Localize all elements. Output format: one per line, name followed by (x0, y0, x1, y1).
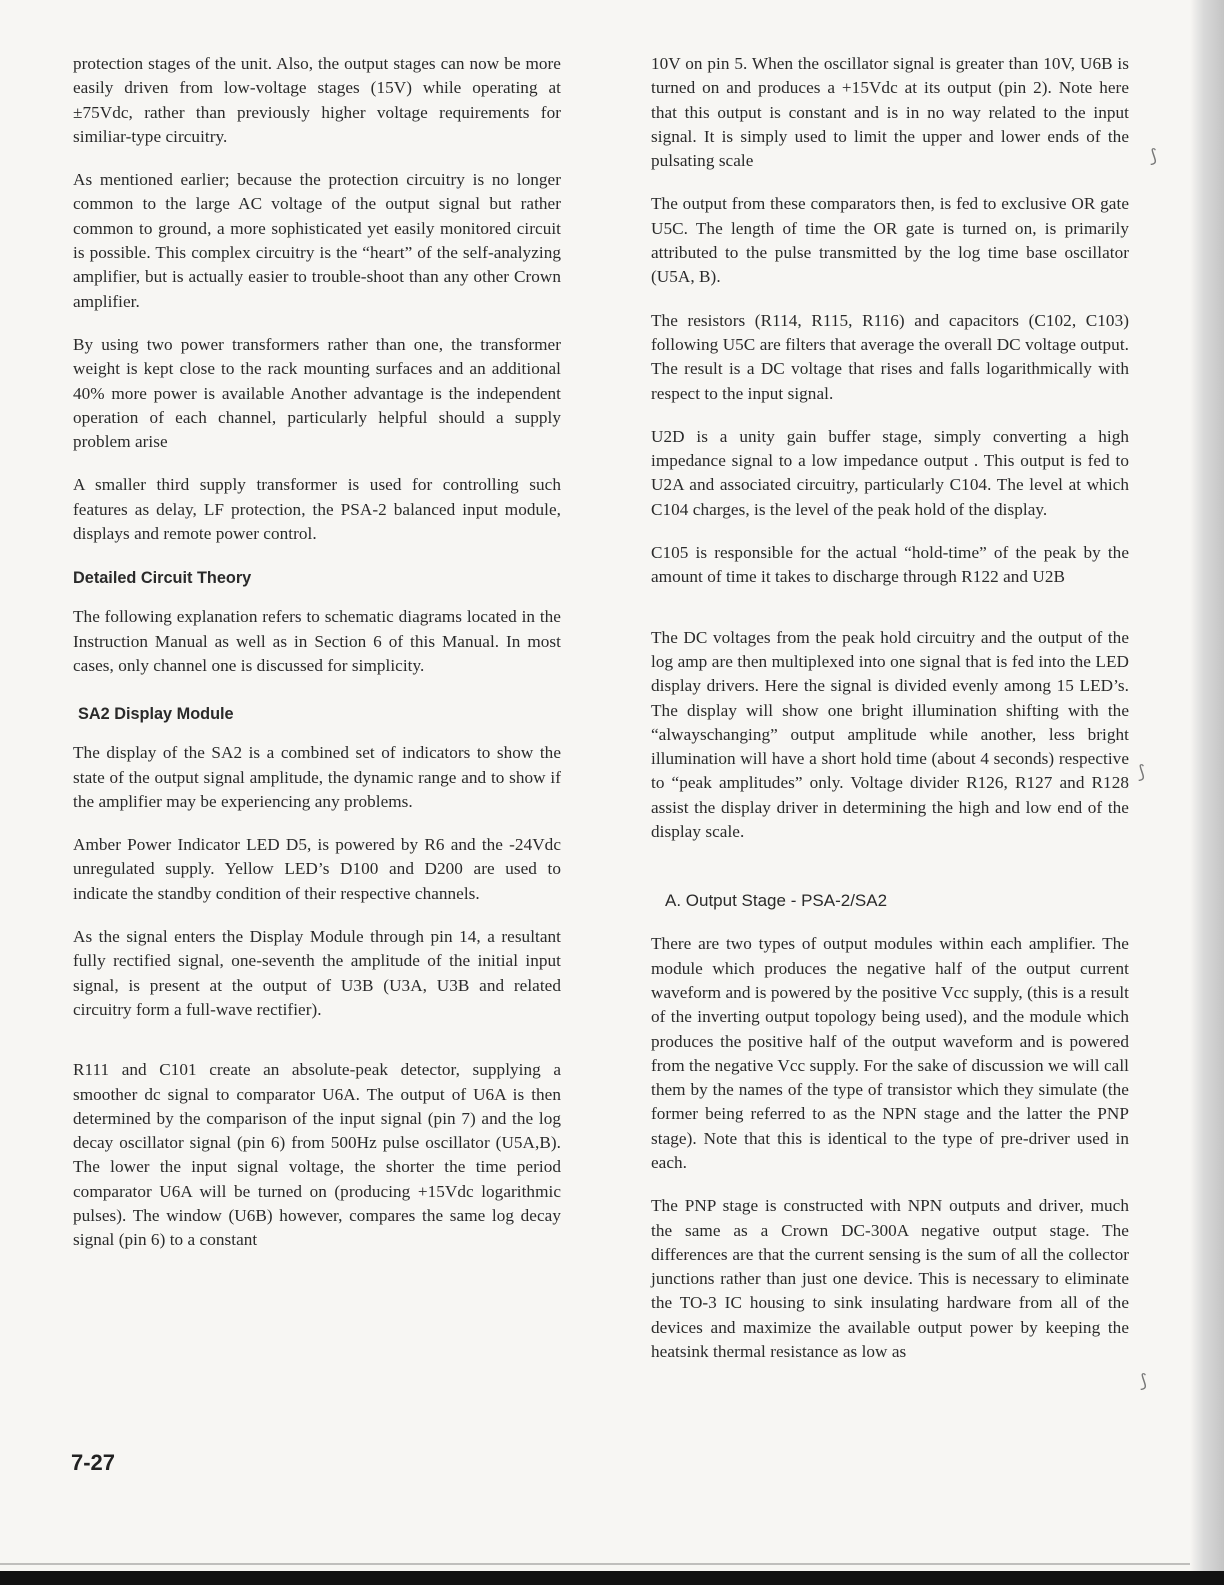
paragraph: C105 is responsible for the actual “hold-time” of the peak by the amount of time it takes to discharge through R122 and U2B (651, 543, 1129, 587)
paragraph: By using two power transformers rather than one, the transformer weight is kept close to the rack mounting surfaces and an additional 40% more power is available Another advantage is the independent operation of each channel, particularly helpful should a supply problem arise (73, 334, 561, 452)
binder-hole-mark-icon: ⟆ (1138, 762, 1146, 783)
paragraph: Amber Power Indicator LED D5, is powered by R6 and the -24Vdc unregulated supply. Yellow LED’s D100 and D200 are used to indicate the standby condition of their respective channels. (73, 835, 561, 903)
paragraph: protection stages of the unit. Also, the output stages can now be more easily driven from low-voltage stages (15V) while operating at ±75Vdc, rather than previously higher voltage requirements for similiar-type circuitry. (73, 54, 561, 146)
page-number: 7-27 (71, 1450, 116, 1475)
section-heading-display-module: SA2 Display Module (78, 705, 234, 724)
scan-divider-line (0, 1563, 1190, 1565)
paragraph: R111 and C101 create an absolute-peak detector, supplying a smoother dc signal to comparator U6A. The output of U6A is then determined by the comparison of the input signal (pin 7) and the log decay oscillator signal (pin 6) from 500Hz pulse oscillator (U5A,B). The lower the input signal voltage, the shorter the time period comparator U6A will be turned on (producing +15Vdc logarithmic pulses). The window (U6B) however, compares the same log decay signal (pin 6) to a constant (73, 1060, 561, 1250)
binder-hole-mark-icon: ⟆ (1150, 146, 1158, 167)
right-column (651, 52, 1129, 1364)
paragraph: The following explanation refers to schematic diagrams located in the Instruction Manual as well as in Section 6 of this Manual. In most cases, only channel one is discussed for simplicity. (73, 607, 561, 675)
page-edge-shadow (1190, 0, 1224, 1585)
section-heading-output-stage: A. Output Stage - PSA-2/SA2 (665, 891, 888, 911)
section-heading-circuit-theory: Detailed Circuit Theory (73, 569, 252, 588)
paragraph: The resistors (R114, R115, R116) and capacitors (C102, C103) following U5C are filters that average the overall DC voltage output. The result is a DC voltage that rises and falls logarithmically with respect to the input signal. (651, 310, 1129, 403)
paragraph: The DC voltages from the peak hold circuitry and the output of the log amp are then multiplexed into one signal that is fed into the LED display drivers. Here the signal is divided evenly among 15 LED’s. The display will show one bright illumination shifting with the “alwayschanging” output amplitude while another, less bright illumination will have a short hold time (about 4 seconds) respective to “peak amplitudes” only. Voltage divider R126, R127 and R128 assist the display driver in determining the high and low end of the display scale. (651, 627, 1129, 842)
left-column (73, 52, 561, 1253)
paragraph: A smaller third supply transformer is used for controlling such features as delay, LF protection, the PSA-2 balanced input module, displays and remote power control. (73, 475, 561, 544)
scan-bottom-edge (0, 1571, 1224, 1585)
paragraph: As mentioned earlier; because the protection circuitry is no longer common to the large AC voltage of the output signal but rather common to ground, a more sophisticated yet easily monitored circuit is possible. This complex circuitry is the “heart” of the self-analyzing amplifier, but is actually easier to trouble-shoot than any other Crown amplifier. (73, 170, 561, 311)
paragraph: The output from these comparators then, is fed to exclusive OR gate U5C. The length of time the OR gate is turned on, is primarily attributed to the pulse transmitted by the log time base oscillator (U5A, B). (651, 194, 1129, 287)
paragraph: The PNP stage is constructed with NPN outputs and driver, much the same as a Crown DC-300A negative output stage. The differences are that the current sensing is the sum of all the collector junctions rather than just one device. This is necessary to eliminate the TO-3 IC housing to sink insulating hardware from all of the devices and maximize the available output power by keeping the heatsink thermal resistance as low as (651, 1196, 1129, 1362)
paragraph: 10V on pin 5. When the oscillator signal is greater than 10V, U6B is turned on and produces a +15Vdc at its output (pin 2). Note here that this output is constant and is in no way related to the input signal. It is simply used to limit the upper and lower ends of the pulsating scale (651, 54, 1129, 171)
paragraph: As the signal enters the Display Module through pin 14, a resultant fully rectified signal, one-seventh the amplitude of the initial input signal, is present at the output of U3B (U3A, U3B and related circuitry form a full-wave rectifier). (73, 927, 561, 1019)
paragraph: There are two types of output modules within each amplifier. The module which produces the negative half of the output current waveform and is powered by the positive Vcc supply, (this is a result of the inverting output topology being used), and the module which produces the positive half of the output waveform and is powered from the negative Vcc supply. For the sake of discussion we will call them by the names of the type of transistor which they simulate (the former being referred to as the NPN stage and the latter the PNP stage). Note that this is identical to the type of pre-driver used in each. (651, 934, 1129, 1172)
paragraph: The display of the SA2 is a combined set of indicators to show the state of the output signal amplitude, the dynamic range and to show if the amplifier may be experiencing any problems. (73, 743, 561, 811)
paragraph: U2D is a unity gain buffer stage, simply converting a high impedance signal to a low impedance output . This output is fed to U2A and associated circuitry, particularly C104. The level at which C104 charges, is the level of the peak hold of the display. (651, 426, 1129, 519)
binder-hole-mark-icon: ⟆ (1140, 1371, 1148, 1392)
